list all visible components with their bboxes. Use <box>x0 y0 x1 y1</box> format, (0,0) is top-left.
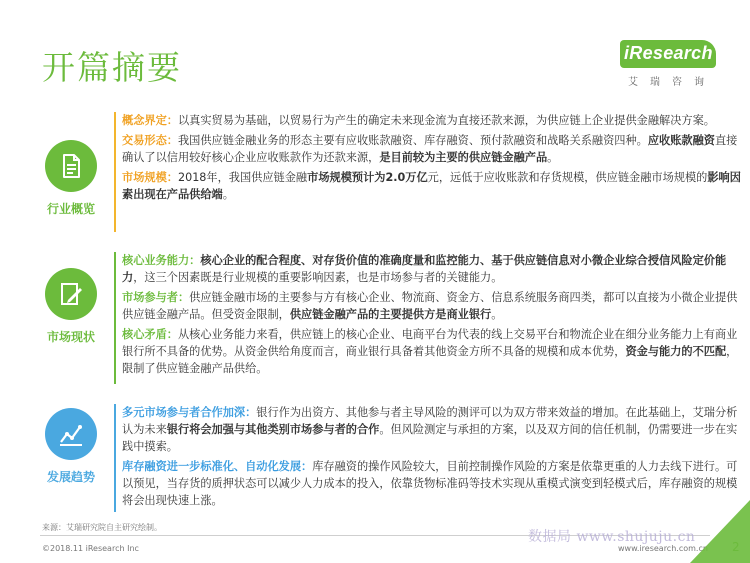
section-label: 市场现状 <box>46 330 95 344</box>
body-text: 从核心业务能力来看，供应链上的核心企业、电商平台为代表的线上交易平台和物流企业在细分业务能力上有商业银行所不具备的优势。从资金供给角度而言，商业银行具备着其他资金方所不具备的规模和成本优势， <box>122 328 738 358</box>
body-text: 。 <box>222 188 234 201</box>
section-icon-wrap <box>40 268 102 345</box>
section-icon-wrap <box>40 408 102 485</box>
paragraph-keyword: 多元市场参与者合作加深： <box>122 406 257 419</box>
body-text: 。 <box>547 151 559 164</box>
watermark: 数据局 www.shujuju.cn <box>528 529 696 545</box>
section-body <box>122 404 748 512</box>
body-text: 我国供应链金融业务的形态主要有应收账款融资、库存融资、预付款融资和战略关系融资四种。 <box>177 134 648 147</box>
section-label: 行业概览 <box>46 202 95 216</box>
section-divider-bar <box>114 252 116 384</box>
summary-paragraph <box>122 169 748 203</box>
corner-decoration <box>690 500 750 563</box>
body-text: 。但风险测定与承担的方案，以及双方间的信任机制，仍需要进一步在实践中摸索。 <box>122 423 738 453</box>
body-text: 。 <box>491 308 503 321</box>
document-icon <box>45 140 97 192</box>
summary-paragraph <box>122 252 748 286</box>
logo-text: iResearch <box>624 43 713 63</box>
paragraph-keyword: 库存融资进一步标准化、自动化发展： <box>122 460 313 473</box>
body-text: 银行作为出资方、其他参与者主导风险的测评可以为双方带来效益的增加。在此基础上，艾瑞分析认为未来 <box>122 406 738 436</box>
page-number: 2 <box>732 540 740 554</box>
highlight-text: 资金与能力的不匹配 <box>625 345 727 358</box>
highlight-text: 是目前较为主要的供应链金融产品 <box>379 151 548 164</box>
body-text: ，这三个因素既是行业规模的重要影响因素，也是市场参与者的关键能力。 <box>133 271 503 284</box>
section-body <box>122 252 748 380</box>
highlight-text: 应收账款融资 <box>647 134 715 147</box>
edit-icon <box>45 268 97 320</box>
body-text: 直接确认了以信用较好核心企业应收账款作为还款来源， <box>122 134 738 164</box>
summary-paragraph <box>122 326 748 377</box>
paragraph-keyword: 核心业务能力： <box>122 254 201 267</box>
paragraph-keyword: 交易形态： <box>122 134 178 147</box>
section-divider-bar <box>114 112 116 232</box>
site-url: www.iresearch.com.cn <box>618 544 708 553</box>
highlight-text: 供应链金融产品的主要提供方是商业银行 <box>289 308 492 321</box>
logo-subtitle: 艾瑞咨询 <box>628 77 716 88</box>
body-text: 元，远低于应收账款和存货规模，供应链金融市场规模的 <box>427 171 708 184</box>
paragraph-keyword: 市场规模： <box>122 171 178 184</box>
summary-paragraph <box>122 289 748 323</box>
summary-paragraph <box>122 404 748 455</box>
section-label: 发展趋势 <box>46 470 95 484</box>
summary-paragraph <box>122 132 748 166</box>
section-body <box>122 112 748 206</box>
body-text: 以真实贸易为基础，以贸易行为产生的确定未来现金流为直接还款来源，为供应链上企业提供金融解决方案。 <box>177 114 715 127</box>
paragraph-keyword: 核心矛盾： <box>122 328 178 341</box>
highlight-text: 核心企业的配合程度、对存货价值的准确度量和监控能力、基于供应链信息对小微企业综合授信风险定价能力 <box>122 254 727 284</box>
body-text: ，限制了供应链金融产品供给。 <box>122 345 738 375</box>
highlight-text: 影响因素出现在产品供给端 <box>122 171 741 201</box>
body-text: 库存融资的操作风险较大，目前控制操作风险的方案是依靠更重的人力去线下进行。可以预见，当存货的质押状态可以减少人力成本的投入，依靠货物标准码等技术实现从重模式演变到轻模式后，库存融资的规模将会出现快速上涨。 <box>122 460 738 507</box>
paragraph-keyword: 市场参与者： <box>122 291 190 304</box>
body-text: 供应链金融市场的主要参与方有核心企业、物流商、资金方、信息系统服务商四类，都可以直接为小微企业提供供应链金融产品。但受资金限制， <box>122 291 738 321</box>
section-divider-bar <box>114 404 116 512</box>
highlight-text: 银行将会加强与其他类别市场参与者的合作 <box>166 423 380 436</box>
copyright: ©2018.11 iResearch Inc <box>42 544 139 553</box>
page-title: 开篇摘要 <box>42 48 182 87</box>
summary-paragraph <box>122 112 748 129</box>
summary-paragraph <box>122 458 748 509</box>
iresearch-logo <box>620 40 732 88</box>
source-note: 来源：艾瑞研究院自主研究绘制。 <box>42 523 162 532</box>
highlight-text: 市场规模预计为2.0万亿 <box>307 171 428 184</box>
body-text: 2018年，我国供应链金融 <box>177 171 308 184</box>
trend-chart-icon <box>45 408 97 460</box>
paragraph-keyword: 概念界定： <box>122 114 178 127</box>
section-icon-wrap <box>40 140 102 217</box>
